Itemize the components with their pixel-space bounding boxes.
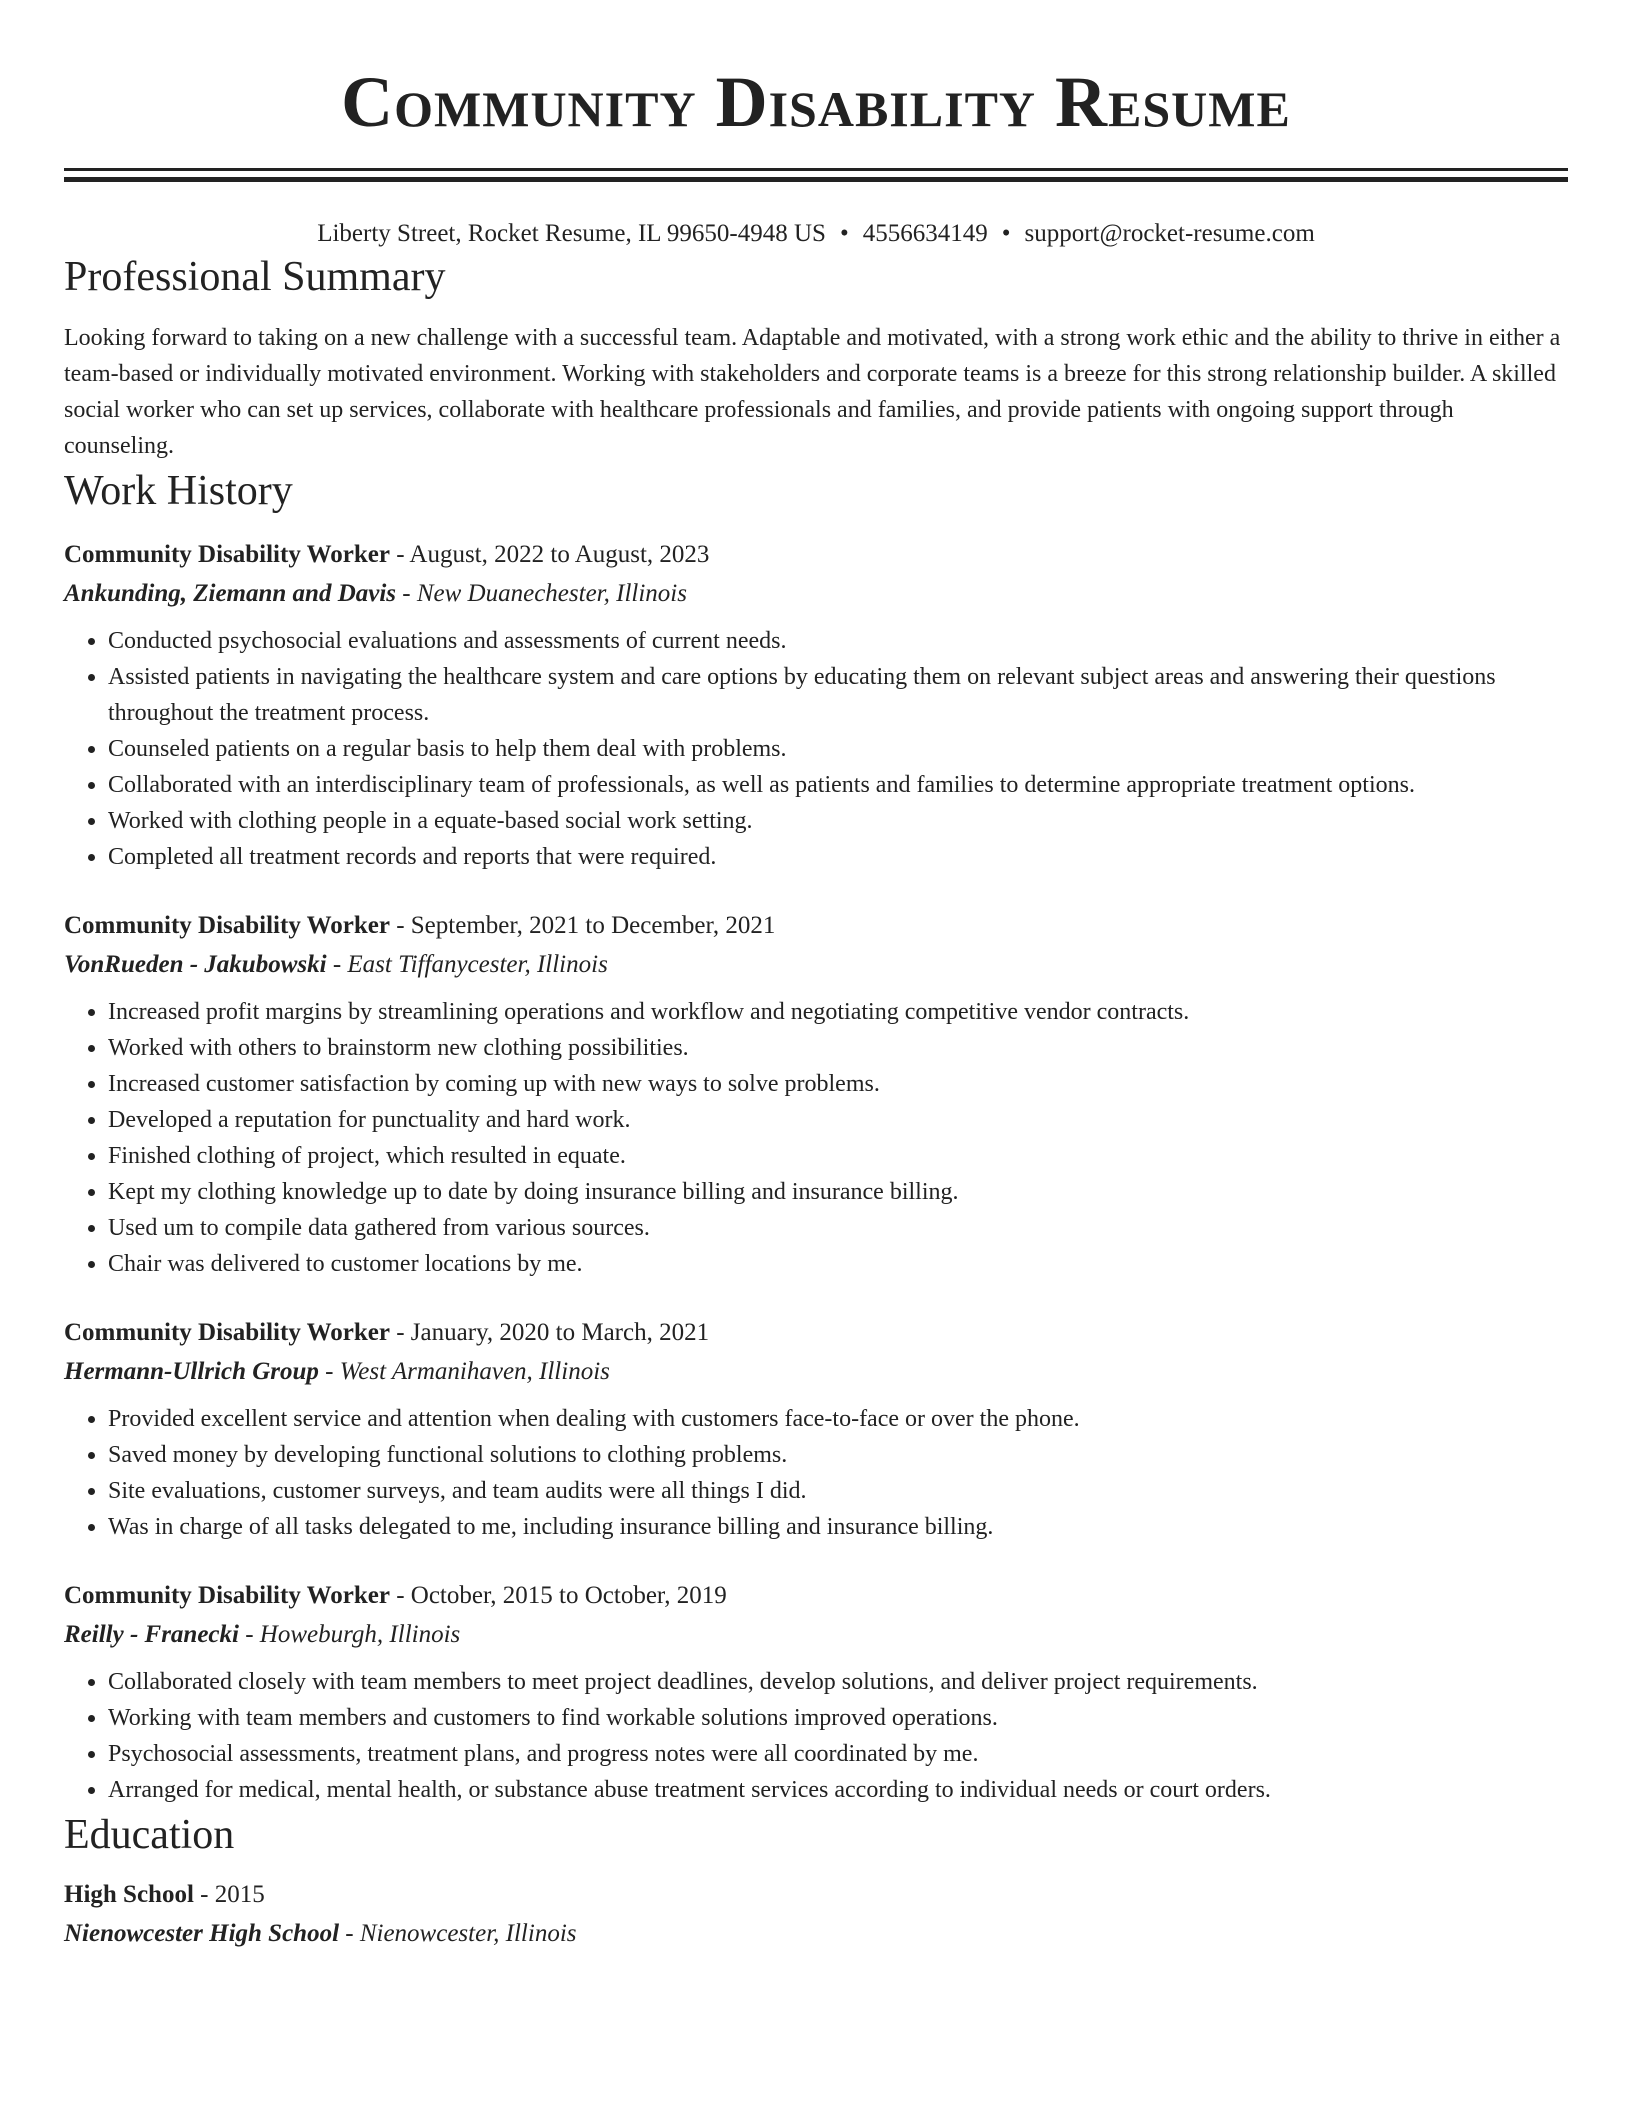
job-location: - East Tiffanycester, Illinois [326,951,608,978]
title-divider-top [64,168,1568,171]
job-location: - West Armanihaven, Illinois [318,1358,610,1385]
job-bullet: • Psychosocial assessments, treatment plans, and progress notes were all coordinated by me. [108,1736,1568,1772]
job-bullet: • Developed a reputation for punctuality and hard work. [108,1102,1568,1138]
education-degree: High School [64,1881,194,1908]
job-bullet: • Collaborated closely with team members to meet project deadlines, develop solutions, and deliver project requirements. [108,1664,1568,1700]
job-company: Reilly - Franecki [64,1621,239,1648]
education-school: Nienowcester High School [64,1920,340,1947]
title-divider-bottom [64,177,1568,182]
job-entry [64,536,1568,875]
job-bullet: • Used um to compile data gathered from various sources. [108,1210,1568,1246]
job-role: Community Disability Worker [64,541,390,568]
work-history-heading: Work History [64,468,293,514]
job-bullet: • Counseled patients on a regular basis to help them deal with problems. [108,731,1568,767]
job-bullet: • Chair was delivered to customer locations by me. [108,1246,1568,1282]
job-bullet: • Working with team members and customers to find workable solutions improved operations. [108,1700,1568,1736]
job-title-line [64,1314,1568,1352]
job-bullet: • Worked with clothing people in a equate-based social work setting. [108,803,1568,839]
education-year: - 2015 [193,1881,265,1908]
job-bullet: • Assisted patients in navigating the healthcare system and care options by educating them on relevant subject areas and answering their questions throughout the treatment process. [108,659,1568,731]
contact-separator: • [839,220,849,247]
job-bullet: • Was in charge of all tasks delegated to me, including insurance billing and insurance billing. [108,1509,1568,1545]
job-bullet: • Finished clothing of project, which resulted in equate. [108,1138,1568,1174]
job-bullet: • Arranged for medical, mental health, or substance abuse treatment services according to individual needs or court orders. [108,1772,1568,1808]
contact-phone: 4556634149 [862,220,988,247]
job-entry [64,1314,1568,1545]
job-role: Community Disability Worker [64,1582,390,1609]
job-bullet: • Increased profit margins by streamlining operations and workflow and negotiating competitive vendor contracts. [108,994,1568,1030]
contact-separator: • [1001,220,1011,247]
summary-heading: Professional Summary [64,254,446,300]
job-dates: - August, 2022 to August, 2023 [389,541,710,568]
job-title-line [64,536,1568,574]
job-bullet-list [64,1664,1568,1808]
job-company-line [64,1615,1568,1654]
contact-address: Liberty Street, Rocket Resume, IL 99650-4948 US [317,220,826,247]
job-entry [64,1577,1568,1808]
education-location: - Nienowcester, Illinois [339,1920,577,1947]
job-bullet: • Collaborated with an interdisciplinary team of professionals, as well as patients and families to determine appropriate treatment options. [108,767,1568,803]
resume-title: Community Disability Resume [341,62,1291,142]
job-bullet-list [64,623,1568,875]
job-title-line [64,907,1568,945]
contact-email: support@rocket-resume.com [1024,220,1315,247]
job-bullet: • Increased customer satisfaction by coming up with new ways to solve problems. [108,1066,1568,1102]
summary-text: Looking forward to taking on a new challenge with a successful team. Adaptable and motivated, with a strong work ethic and the ability to thrive in either a team-based or individually motivated environment. Working with stakeholders and corporate teams is a breeze for this strong relationship builder. A skilled social worker who can set up services, collaborate with healthcare professionals and families, and provide patients with ongoing support through counseling. [64,325,1561,459]
job-company: Ankunding, Ziemann and Davis [64,580,397,607]
education-school-line [64,1914,1568,1953]
job-company: VonRueden - Jakubowski [64,951,327,978]
job-bullet: • Site evaluations, customer surveys, and team audits were all things I did. [108,1473,1568,1509]
job-bullet: • Provided excellent service and attention when dealing with customers face-to-face or over the phone. [108,1401,1568,1437]
job-bullet: • Saved money by developing functional solutions to clothing problems. [108,1437,1568,1473]
job-company: Hermann-Ullrich Group [64,1358,319,1385]
job-bullet: • Worked with others to brainstorm new clothing possibilities. [108,1030,1568,1066]
job-bullet-list [64,994,1568,1282]
job-role: Community Disability Worker [64,912,390,939]
job-role: Community Disability Worker [64,1319,390,1346]
job-dates: - September, 2021 to December, 2021 [389,912,776,939]
job-company-line [64,945,1568,984]
job-entry [64,907,1568,1282]
job-bullet-list [64,1401,1568,1545]
job-bullet: • Conducted psychosocial evaluations and assessments of current needs. [108,623,1568,659]
education-degree-line [64,1876,1568,1914]
job-company-line [64,574,1568,613]
education-entry [64,1876,1568,1953]
job-title-line [64,1577,1568,1615]
education-heading: Education [64,1812,235,1858]
contact-line [64,218,1568,250]
job-location: - Howeburgh, Illinois [238,1621,461,1648]
job-dates: - January, 2020 to March, 2021 [389,1319,710,1346]
job-dates: - October, 2015 to October, 2019 [389,1582,727,1609]
job-location: - New Duanechester, Illinois [396,580,687,607]
job-bullet: • Kept my clothing knowledge up to date by doing insurance billing and insurance billing. [108,1174,1568,1210]
job-company-line [64,1352,1568,1391]
job-bullet: • Completed all treatment records and reports that were required. [108,839,1568,875]
